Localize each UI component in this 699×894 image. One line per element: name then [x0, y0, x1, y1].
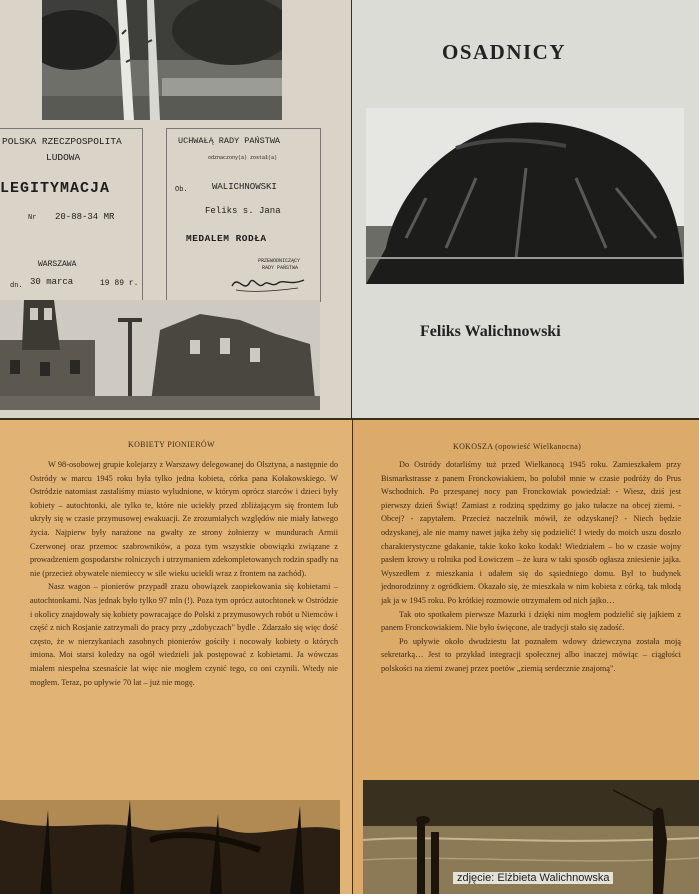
article-page-women	[0, 420, 352, 894]
cover-title: OSADNICY	[442, 40, 567, 64]
ruined-buildings-photo	[0, 300, 320, 410]
article-page-kokosza	[353, 420, 699, 894]
country-line-1: POLSKA RZECZPOSPOLITA	[2, 136, 122, 147]
article2-body	[381, 458, 681, 780]
ob-label: Ob.	[175, 186, 188, 194]
article1-paragraph-2: Nasz wagon – pionierów przypadł zrazu obowiązek zaopiekowania się kobietami – autochtonkami. Nas jednak było tylko 97 mln (!). Poza tym oprócz autochtonek w Ostródzie i okolicy znajdowały się kobiety powracające do Polski z przymusowych robót u Niemców i część z nich Rosjanie zatrzymali do pracy przy „zdobyczach" bydle . Zdarzało się więc dość często, że w nierzykaniach zasobnych pionierów gościły i nocowały kobiety o których imiona. Moi starsi koledzy na ogół wiedzieli jak postępować z kobietami. Ja wówczas miałem niespełna szesnaście lat więc nie mogłem czynić tego, co oni czynili. Wtedy nie mogłem. Teraz, po upływie 70 lat – już nie mogę.	[30, 582, 338, 687]
certificate-page	[0, 0, 351, 418]
city: WARSZAWA	[38, 260, 77, 269]
cover-page	[352, 0, 699, 418]
article1-paragraph-1: W 98-osobowej grupie kolejarzy z Warszawy delegowanej do Olsztyna, a następnie do Ostródy w marcu 1945 roku była tylko jedna kobieta, córka pana Kołakowskiego. W Ostródzie natomiast zastaliśmy miasto wyludnione, w którym oprócz starców i dzieci były kobiety – autochtonki, ale tylko te, które nie uciekły przed zbliżającym się frontem lub ukryły się w czasie przymusowej ewakuacji. Ze zrozumiałych względów nie miały łatwego życia. Najpierw były narażone na gwałty ze strony żołnierzy w mundurach Armii Czerwonej oraz przemoc szabrowników, a poza tym wszystkie obowiązki związane z prowadzeniem gospodarstw rolniczych i utrzymaniem zdekompletowanych rodzin spadły na nie (przecież obywatele niemieccy w sile wieku uciekli wraz z frontem na zachód).	[30, 460, 338, 578]
photo-credit: zdjęcie: Elżbieta Walichnowska	[453, 872, 613, 884]
article1-heading: KOBIETY PIONIERÓW	[128, 440, 215, 449]
article2-paragraph-1: Do Ostródy dotarliśmy tuż przed Wielkanocą 1945 roku. Zamieszkałem przy Bismarkstrasse z panem Fronckowiakiem, bo polubił mnie w czasie podróży do Prus Wschodnich. Po przespanej nocy pan Fronckowiak powiedział: - Wiesz, dziś jest pierwszy dzień Świąt! Zamiast z rodziną spędzimy go jako tułacze na obcej ziemi. - Obcej? - zapytałem. Przecież naczelnik mówił, że odzyskanej? - Niech będzie odzyskanej, ale nie mamy nawet jajka żeby się podzielić! I wtedy do moich uszu doszło charakterystyczne gdakanie, takie koko koko kodak! Wiedziałem – bo w czasie wojny pasłem krowy u rolnika pod Łowiczem – że kura w taki sposób ogłasza zniesienie jajka. Wyszedłem z mieszkania i udałem się do sąsiedniego domu. Był to budynek jednorodzinny z ogródkiem. Okazało się, że mieszkała w nim kobieta z córką, tak młodą jak ja w 1945 roku. Po krótkiej rozmowie otrzymałem od nich jajko…	[381, 460, 681, 605]
medal-name: MEDALEM RODŁA	[186, 233, 267, 244]
council-title: UCHWAŁĄ RADY PAŃSTWA	[178, 136, 281, 146]
signature	[228, 270, 308, 296]
tree-stump-photo	[366, 108, 684, 284]
article2-heading: KOKOSZA (opowieść Wielkanocna)	[453, 442, 582, 451]
lake-birch-photo	[42, 0, 282, 120]
recipient-surname: WALICHNOWSKI	[212, 182, 277, 192]
cover-author: Feliks Walichnowski	[420, 323, 561, 340]
article2-paragraph-3: Po upływie około dwudziestu lat poznałem wdowy dziewczyna została moją sekretarką… Jest to przykład integracji społecznej albo inaczej mówiąc – ciągłości polskości na ziemi zwanej przez poetów „ziemią serdecznie znajomą".	[381, 636, 681, 673]
article1-body	[30, 458, 338, 790]
recipient-given-name: Feliks s. Jana	[205, 206, 281, 216]
issue-date: 30 marca	[30, 277, 74, 287]
council-subtitle: odznaczony(a) został(a)	[208, 155, 278, 161]
number-label: Nr	[28, 214, 37, 222]
forest-photo	[0, 800, 340, 894]
certificate-title: LEGITYMACJA	[0, 180, 111, 197]
chair-line-1: PRZEWODNICZĄCY	[258, 258, 301, 264]
certificate-number: 20-88-34 MR	[55, 212, 115, 222]
issue-year: 19 89 r.	[100, 279, 139, 288]
date-prefix: dn.	[10, 282, 23, 290]
chair-line-2: RADY PAŃSTWA	[262, 265, 299, 271]
country-line-2: LUDOWA	[46, 152, 81, 163]
article2-paragraph-2: Tak oto spotkałem pierwsze Mazurki i dzięki nim mogłem podzielić się jajkiem z panem Fronckowiakiem. Nie było święcone, ale tradycji stało się zadość.	[381, 609, 681, 633]
